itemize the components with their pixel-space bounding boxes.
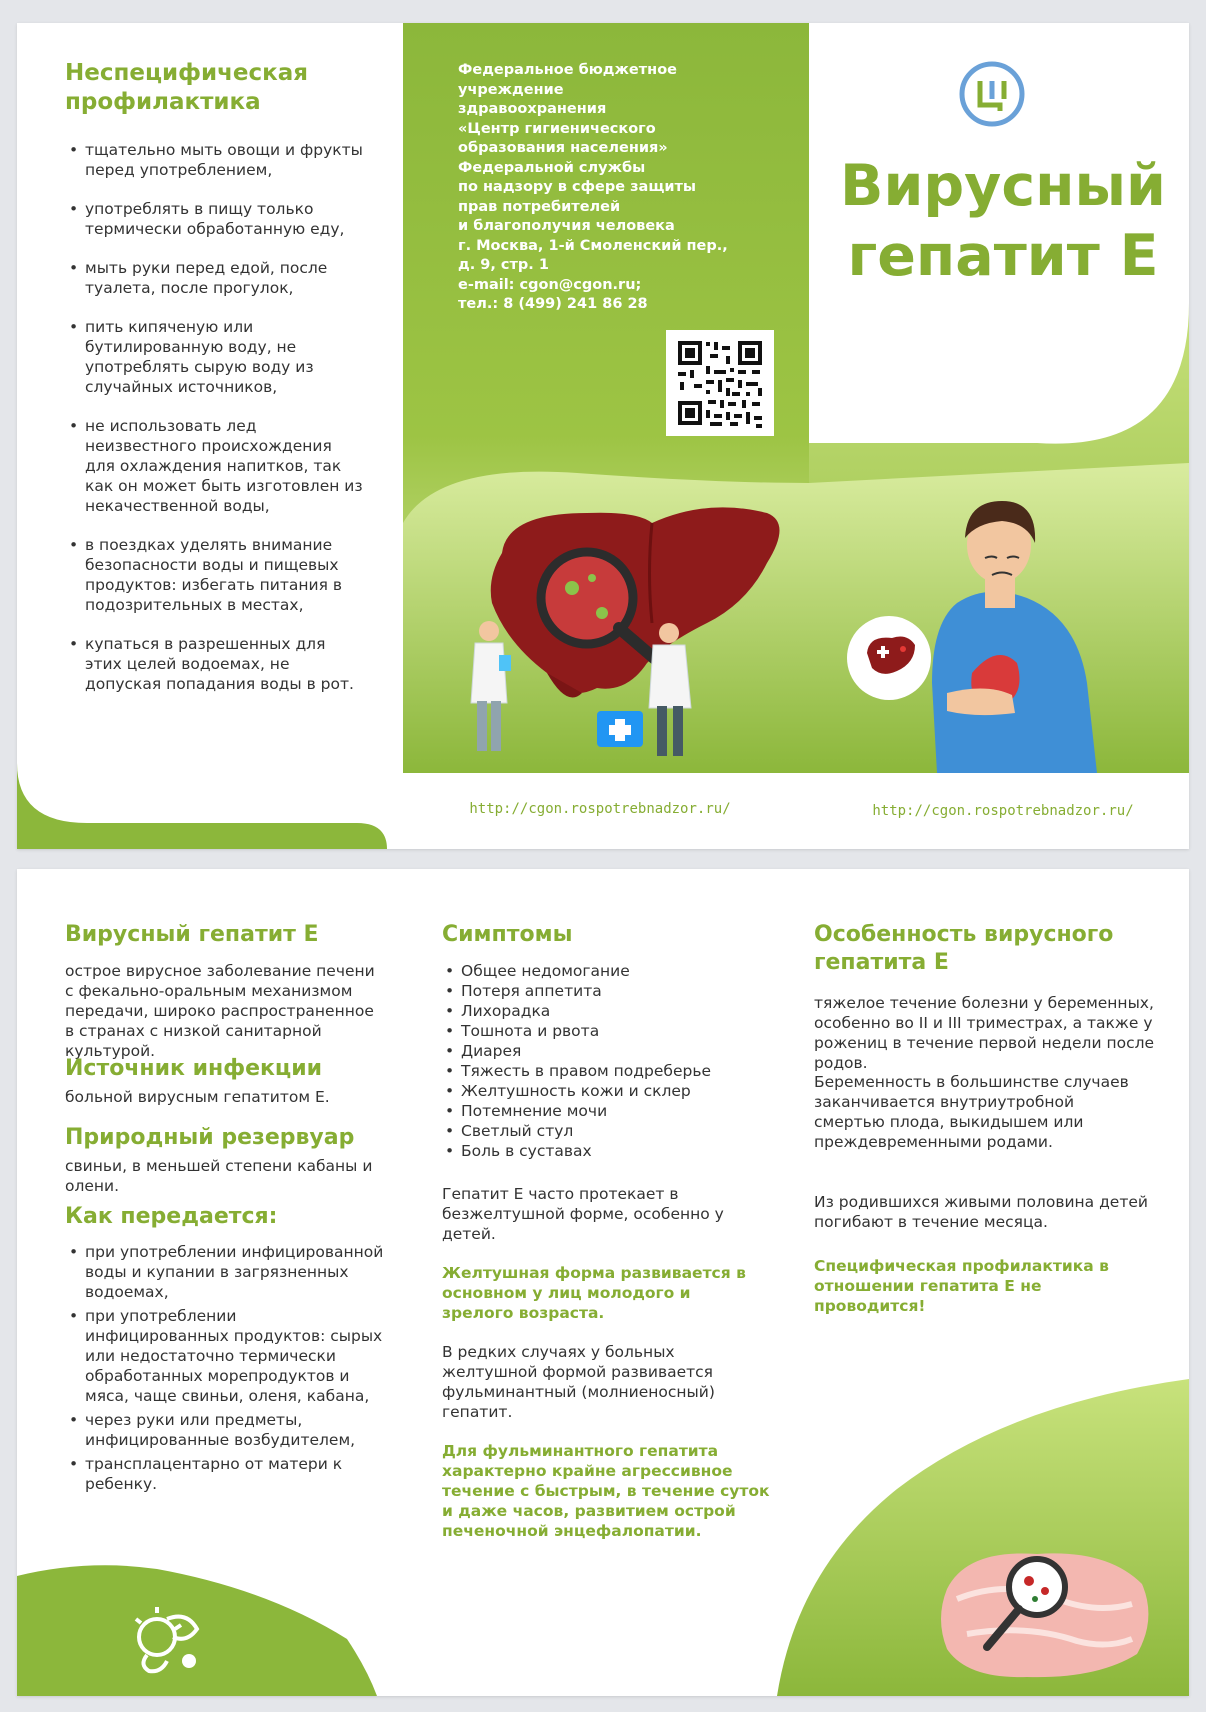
list-item: • при употреблении инфицированной воды и купании в загрязненных водоемах, — [65, 1242, 385, 1302]
fulminant-hepatitis-note: Для фульминантного гепатита характерно крайне агрессивное течение с быстрым, в течение суток и даже часов, развитием острой печеночной энцефалопатии. — [442, 1442, 770, 1540]
pregnancy-severity-text: тяжелое течение болезни у беременных, особенно во II и III триместрах, а также у рожениц в течение первой недели после родов. — [814, 994, 1155, 1072]
list-item: • Желтушность кожи и склер — [441, 1081, 771, 1101]
list-item: • купаться в разрешенных для этих целей водоемах, не допуская попадания воды в рот. — [65, 634, 365, 694]
org-line: г. Москва, 1-й Смоленский пер., — [458, 237, 728, 254]
list-item: • Боль в суставах — [441, 1141, 771, 1161]
org-line: прав потребителей — [458, 198, 621, 215]
qr-code-icon[interactable] — [666, 330, 774, 436]
org-line: д. 9, стр. 1 — [458, 257, 549, 273]
org-line: учреждение — [458, 81, 564, 98]
list-item: • Тяжесть в правом подреберье — [441, 1061, 771, 1081]
org-line: по надзору в сфере защиты — [458, 179, 697, 195]
org-line: Федеральной службы — [458, 159, 646, 176]
list-item: • употреблять в пищу только термически обработанную еду, — [65, 199, 365, 239]
nonspecific-prevention-list — [65, 140, 365, 713]
specific-prevention-note: Специфическая профилактика в отношении гепатита Е не проводится! — [814, 1257, 1109, 1315]
org-phone: тел.: 8 (499) 241 86 28 — [458, 296, 648, 312]
transmission-list — [65, 1242, 385, 1498]
anicteric-form-text: Гепатит Е часто протекает в безжелтушной форме, особенно у детей. — [442, 1185, 724, 1243]
brochure-title — [817, 151, 1189, 291]
list-item: • пить кипяченую или бутилированную воду, не употреблять сырую воду из случайных источников, — [65, 317, 365, 397]
list-item: • при употреблении инфицированных продуктов: сырых или недостаточно термически обработанных морепродуктов и мяса, чаще свиньи, оленя, кабана, — [65, 1306, 385, 1406]
cgon-logo-icon — [957, 59, 1027, 129]
list-item: • Потеря аппетита — [441, 981, 771, 1001]
brochure-title-line1: Вирусный — [840, 153, 1166, 219]
infant-mortality-text: Из родившихся живыми половина детей погибают в течение месяца. — [814, 1193, 1148, 1231]
qr-code-graphic — [666, 330, 774, 436]
list-item: • в поездках уделять внимание безопасности воды и пищевых продуктов: избегать питания в подозрительных в местах, — [65, 535, 365, 615]
icteric-form-note: Желтушная форма развивается в основном у лиц молодого и зрелого возраста. — [442, 1264, 746, 1322]
org-line: образования населения» — [458, 140, 668, 156]
website-url-link[interactable]: http://cgon.rospotrebnadzor.ru/ — [469, 801, 731, 817]
list-item: • через руки или предметы, инфицированные возбудителем, — [65, 1410, 385, 1450]
section-heading-infection-source: Источник инфекции — [65, 1056, 323, 1081]
infection-source-text: больной вирусным гепатитом Е. — [65, 1088, 330, 1106]
section-heading-hepatitis-e: Вирусный гепатит Е — [65, 922, 319, 947]
list-item: • мыть руки перед едой, после туалета, после прогулок, — [65, 258, 365, 298]
list-item: • Тошнота и рвота — [441, 1021, 771, 1041]
org-line: здравоохранения — [458, 101, 607, 117]
org-line: «Центр гигиенического — [458, 120, 656, 137]
org-email: e-mail: cgon@cgon.ru; — [458, 276, 642, 293]
org-line: и благополучия человека — [458, 218, 675, 234]
list-item: • трансплацентарно от матери к ребенку. — [65, 1454, 385, 1494]
section-heading-features: Особенность вирусного гепатита Е — [814, 922, 1114, 975]
nonspecific-prevention-title: Неспецифическая профилактика — [65, 60, 308, 115]
natural-reservoir-text: свиньи, в меньшей степени кабаны и олени. — [65, 1157, 373, 1195]
website-url-link[interactable]: http://cgon.rospotrebnadzor.ru/ — [872, 803, 1134, 819]
section-heading-symptoms: Симптомы — [442, 922, 573, 947]
symptoms-list — [441, 961, 771, 1161]
list-item: • не использовать лед неизвестного происхождения для охлаждения напитков, так как он может быть изготовлен из некачественной воды, — [65, 416, 365, 516]
org-line: Федеральное бюджетное — [458, 62, 677, 78]
brochure-title-line2: гепатит Е — [847, 223, 1159, 289]
hepatitis-e-definition: острое вирусное заболевание печени с фекально-оральным механизмом передачи, широко распространенное в странах с низкой санитарной культурой. — [65, 962, 375, 1060]
list-item: • Потемнение мочи — [441, 1101, 771, 1121]
liver-illustration — [447, 493, 797, 773]
sick-man-illustration — [837, 483, 1137, 773]
list-item: • тщательно мыть овощи и фрукты перед употреблением, — [65, 140, 365, 180]
brochure-outer-side — [17, 23, 1189, 849]
list-item: • Светлый стул — [441, 1121, 771, 1141]
fulminant-hepatitis-text: В редких случаях у больных желтушной формой развивается фульминантный (молниеносный) гепатит. — [442, 1343, 715, 1421]
brochure-inner-side — [17, 869, 1189, 1696]
list-item: • Лихорадка — [441, 1001, 771, 1021]
list-item: • Диарея — [441, 1041, 771, 1061]
section-heading-natural-reservoir: Природный резервуар — [65, 1125, 355, 1150]
virus-leaf-icon — [127, 1599, 207, 1679]
meat-magnifier-illustration — [927, 1529, 1167, 1689]
pregnancy-outcome-text: Беременность в большинстве случаев заканчивается внутриутробной смертью плода, выкидышем или преждевременными родами. — [814, 1073, 1129, 1151]
section-heading-transmission: Как передается: — [65, 1204, 278, 1229]
organization-contact-block — [458, 61, 778, 315]
list-item: • Общее недомогание — [441, 961, 771, 981]
